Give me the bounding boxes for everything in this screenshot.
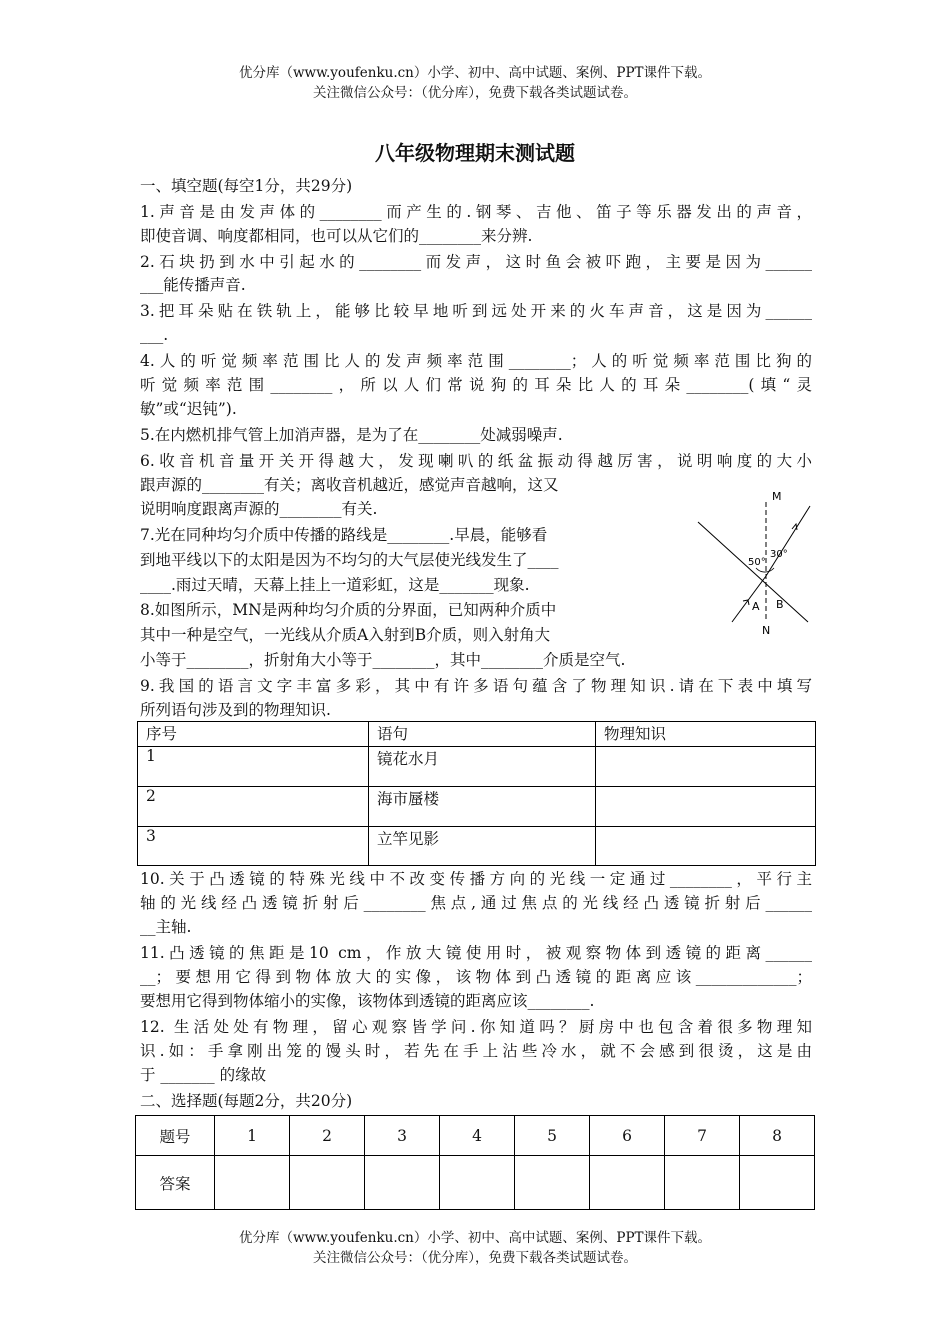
text-line: ____.雨过天晴，天幕上挂上一道彩虹，这是_______现象. xyxy=(140,576,530,594)
label-m: M xyxy=(772,490,782,503)
question-number: 2 xyxy=(290,1116,365,1156)
section-heading-choice: 二、选择题(每题2分，共20分) xyxy=(140,1092,353,1110)
table-row xyxy=(138,827,816,866)
answer-cell[interactable] xyxy=(515,1156,590,1210)
table-header-cell: 语句 xyxy=(369,722,596,747)
footer-line-2: 关注微信公众号：（优分库），免费下载各类试题试卷。 xyxy=(313,1250,637,1266)
text-line: 于 _______ 的缘故 xyxy=(140,1066,267,1084)
text-line: 9.我国的语言文字丰富多彩，其中有许多语句蕴含了物理知识.请在下表中填写 xyxy=(140,677,812,695)
table-cell: 3 xyxy=(138,827,369,866)
label-a: A xyxy=(752,600,760,613)
text-line: 要想用它得到物体缩小的实像，该物体到透镜的距离应该________. xyxy=(140,992,595,1010)
refracted-arrow-icon xyxy=(792,524,797,530)
refracted-ray xyxy=(766,506,810,576)
table-header-cell: 物理知识 xyxy=(596,722,816,747)
answer-cell[interactable] xyxy=(590,1156,665,1210)
text-line: 12. 生活处处有物理，留心观察皆学问.你知道吗？厨房中也包含着很多物理知 xyxy=(140,1018,812,1036)
text-line: 2.石块扔到水中引起水的________而发声，这时鱼会被吓跑，主要是因为______ xyxy=(140,253,812,271)
row-label: 答案 xyxy=(136,1156,215,1210)
text-line: 识.如：手拿刚出笼的馒头时，若先在手上沾些冷水，就不会感到很烫，这是由 xyxy=(140,1042,812,1060)
question-number: 6 xyxy=(590,1116,665,1156)
question-number: 1 xyxy=(215,1116,290,1156)
answer-cell[interactable] xyxy=(215,1156,290,1210)
text-line: 跟声源的________有关；离收音机越近，感觉声音越响，这又 xyxy=(140,476,559,494)
question-number: 3 xyxy=(365,1116,440,1156)
table-cell: 海市蜃楼 xyxy=(369,787,596,827)
table-header-row xyxy=(138,722,816,747)
answer-cell[interactable] xyxy=(740,1156,815,1210)
text-line: 4.人的听觉频率范围比人的发声频率范围________；人的听觉频率范围比狗的 xyxy=(140,352,812,370)
text-line: 小等于________，折射角大小等于________，其中________介质是空气. xyxy=(140,651,626,669)
answer-cell[interactable] xyxy=(365,1156,440,1210)
text-line: __；要想用它得到物体放大的实像，该物体到凸透镜的距离应该_____________； xyxy=(140,968,812,986)
answer-cell[interactable] xyxy=(290,1156,365,1210)
text-line: __主轴. xyxy=(140,918,192,936)
angle-label-30: 30° xyxy=(770,549,788,560)
label-n: N xyxy=(762,624,771,637)
text-line: 8.如图所示，MN是两种均匀介质的分界面，已知两种介质中 xyxy=(140,601,557,619)
text-line: 3.把耳朵贴在铁轨上，能够比较早地听到远处开来的火车声音，这是因为______ xyxy=(140,302,812,320)
row-label: 题号 xyxy=(136,1116,215,1156)
text-line: 1.声音是由发声体的________而产生的.钢琴、吉他、笛子等乐器发出的声音， xyxy=(140,203,812,221)
answer-cell[interactable] xyxy=(440,1156,515,1210)
answer-row xyxy=(136,1156,815,1210)
question-number: 4 xyxy=(440,1116,515,1156)
table-cell-answer[interactable] xyxy=(596,747,816,787)
page-title: 八年级物理期末测试题 xyxy=(375,141,575,165)
text-line: 所列语句涉及到的物理知识. xyxy=(140,701,331,719)
question-number: 7 xyxy=(665,1116,740,1156)
text-line: 10.关于凸透镜的特殊光线中不改变传播方向的光线一定通过________，平行主 xyxy=(140,870,812,888)
physics-knowledge-table xyxy=(137,721,816,866)
text-line: 说明响度跟离声源的________有关. xyxy=(140,500,378,518)
header-line-1: 优分库（www.youfenku.cn）小学、初中、高中试题、案例、PPT课件下载。 xyxy=(238,65,712,81)
text-line: 到地平线以下的太阳是因为不均匀的大气层使光线发生了____ xyxy=(140,551,559,569)
text-line: 其中一种是空气，一光线从介质A入射到B介质，则入射角大 xyxy=(140,626,551,644)
section-heading-fill-in: 一、填空题(每空1分，共29分) xyxy=(140,177,353,195)
text-line: 7.光在同种均匀介质中传播的路线是________.早晨，能够看 xyxy=(140,526,548,544)
table-cell: 1 xyxy=(138,747,369,787)
header-line-2: 关注微信公众号：（优分库），免费下载各类试题试卷。 xyxy=(313,85,637,101)
table-cell-answer[interactable] xyxy=(596,827,816,866)
table-cell: 2 xyxy=(138,787,369,827)
label-b: B xyxy=(776,598,784,611)
text-line: 5.在内燃机排气管上加消声器，是为了在________处减弱噪声. xyxy=(140,426,563,444)
angle-label-50: 50° xyxy=(748,557,766,568)
refraction-diagram xyxy=(690,488,820,638)
angle-arc xyxy=(756,568,774,572)
table-row xyxy=(138,747,816,787)
text-line: 敏”或“迟钝”). xyxy=(140,400,237,418)
text-line: 即使音调、响度都相同，也可以从它们的________来分辨. xyxy=(140,227,533,245)
answer-grid-table xyxy=(135,1115,815,1210)
table-header-cell: 序号 xyxy=(138,722,369,747)
table-row xyxy=(138,787,816,827)
footer-line-1: 优分库（www.youfenku.cn）小学、初中、高中试题、案例、PPT课件下载。 xyxy=(238,1230,712,1246)
question-number: 5 xyxy=(515,1116,590,1156)
table-cell-answer[interactable] xyxy=(596,787,816,827)
text-line: 11.凸透镜的焦距是10 cm，作放大镜使用时，被观察物体到透镜的距离______ xyxy=(140,944,812,962)
incident-ray xyxy=(732,576,766,622)
answer-cell[interactable] xyxy=(665,1156,740,1210)
text-line: 听觉频率范围________，所以人们常说狗的耳朵比人的耳朵________(填“灵 xyxy=(140,376,812,394)
question-number-row xyxy=(136,1116,815,1156)
text-line: 6.收音机音量开关开得越大，发现喇叭的纸盆振动得越厉害，说明响度的大小 xyxy=(140,452,812,470)
table-cell: 镜花水月 xyxy=(369,747,596,787)
text-line: ___. xyxy=(140,326,169,344)
table-cell: 立竿见影 xyxy=(369,827,596,866)
text-line: 轴的光线经凸透镜折射后________焦点,通过焦点的光线经凸透镜折射后______ xyxy=(140,894,812,912)
question-number: 8 xyxy=(740,1116,815,1156)
text-line: ___能传播声音. xyxy=(140,276,246,294)
